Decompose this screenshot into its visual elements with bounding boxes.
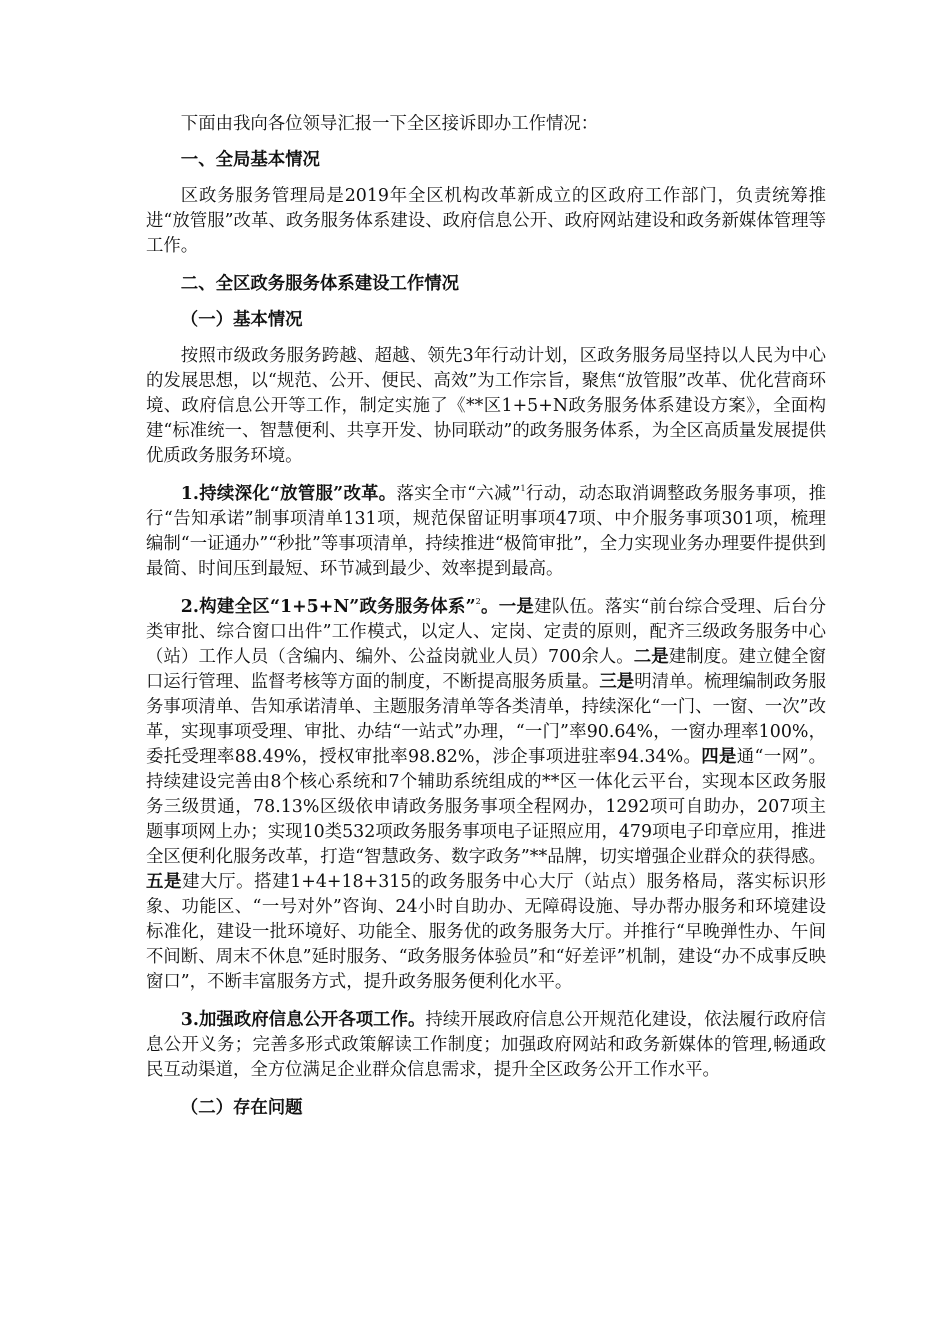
item-2-paragraph <box>146 595 826 995</box>
item-2-lead: 2.构建全区“1+5+N”政务服务体系” <box>180 597 476 617</box>
subsection-problems-heading: （二）存在问题 <box>180 1098 303 1118</box>
item-2-keyword-5: 五是 <box>146 872 183 892</box>
item-2-keyword-2: 二是 <box>633 647 669 667</box>
section-1-heading: 一、全局基本情况 <box>180 150 320 170</box>
subsection-basic-body: 按照市级政务服务跨越、超越、领先3年行动计划，区政务服务局坚持以人民为中心的发展思想，以“规范、公开、便民、高效”为工作宗旨，聚焦“放管服”改革、优化营商环境、政府信息公开等工作，制定实施了《**区1+5+N政务服务体系建设方案》，全面构建“标准统一、智慧便利、共享开发、协同联动”的政务服务体系，为全区高质量发展提供优质政务服务环境。 <box>146 346 826 466</box>
subsection-basic-heading: （一）基本情况 <box>180 310 303 330</box>
item-3-text: 持续开展政府信息公开规范化建设，依法履行政府信息公开义务；完善多形式政策解读工作制度；加强政府网站和政务新媒体的管理,畅通政民互动渠道，全方位满足企业群众信息需求，提升全区政务公开工作水平。 <box>146 1010 826 1080</box>
footnote-2-marker[interactable]: 2 <box>475 597 481 606</box>
item-1-text-b: 行动，动态取消调整政务服务事项，推行“告知承诺”制事项清单131项，规范保留证明事项47项、中介服务事项301项，梳理编制“一证通办”“秒批”等事项清单，持续推进“极简审批”，全力实现业务办理要件提供到最简、时间压到最短、环节减到最少、效率提到最高。 <box>146 484 826 579</box>
item-2-text-5: 建大厅。搭建1+4+18+315的政务服务中心大厅（站点）服务格局，落实标识形象、功能区、“一号对外”咨询、24小时自助办、无障碍设施、导办帮办服务和环境建设标准化，建设一批环境好、功能全、服务优的政务服务大厅。并推行“早晚弹性办、午间不间断、周末不休息”延时服务、“政务服务体验员”和“好差评”机制，建设“办不成事反映窗口”，不断丰富服务方式，提升政务服务便利化水平。 <box>146 872 826 992</box>
document-page <box>146 112 826 1132</box>
item-3-lead: 3.加强政府信息公开各项工作。 <box>180 1010 426 1030</box>
section-1-body: 区政务服务管理局是2019年全区机构改革新成立的区政府工作部门，负责统筹推进“放管服”改革、政务服务体系建设、政府信息公开、政府网站建设和政务新媒体管理等工作。 <box>146 186 826 256</box>
item-2-keyword-1: 一是 <box>498 597 535 617</box>
item-2-text-2: 建制度。建立健全窗口运行管理、监督考核等方面的制度，不断提高服务质量。 <box>146 647 826 692</box>
section-2-heading: 二、全区政务服务体系建设工作情况 <box>180 274 460 294</box>
item-1-lead: 1.持续深化“放管服”改革。 <box>180 484 397 504</box>
footnote-1-marker[interactable]: 1 <box>520 484 526 493</box>
item-1-paragraph <box>146 482 826 582</box>
intro-paragraph: 下面由我向各位领导汇报一下全区接诉即办工作情况： <box>180 114 599 134</box>
item-2-text-4: 通“一网”。持续建设完善由8个核心系统和7个辅助系统组成的**区一体化云平台，实现本区政务服务三级贯通，78.13%区级依申请政务服务事项全程网办，1292项可自助办，207项主题事项网上办；实现10类532项政务服务事项电子证照应用，479项电子印章应用，推进全区便利化服务改革，打造“智慧政务、数字政务”**品牌，切实增强企业群众的获得感。 <box>146 747 826 867</box>
item-2-keyword-4: 四是 <box>701 747 737 767</box>
item-2-text-1: 建队伍。落实“前台综合受理、后台分类审批、综合窗口出件”工作模式，以定人、定岗、定责的原则，配齐三级政务服务中心（站）工作人员（含编内、编外、公益岗就业人员）700余人。 <box>146 597 826 667</box>
item-2-lead-end: 。 <box>480 597 499 617</box>
item-2-text-3: 明清单。梳理编制政务服务事项清单、告知承诺清单、主题服务清单等各类清单，持续深化“一门、一窗、一次”改革，实现事项受理、审批、办结“一站式”办理，“一门”率90.64%，一窗办理率100%，委托受理率88.49%，授权审批率98.82%，涉企事项进驻率94.34%。 <box>146 672 826 767</box>
item-3-paragraph <box>146 1008 826 1083</box>
item-1-text-a: 落实全市“六减” <box>396 484 521 504</box>
item-2-keyword-3: 三是 <box>599 672 635 692</box>
